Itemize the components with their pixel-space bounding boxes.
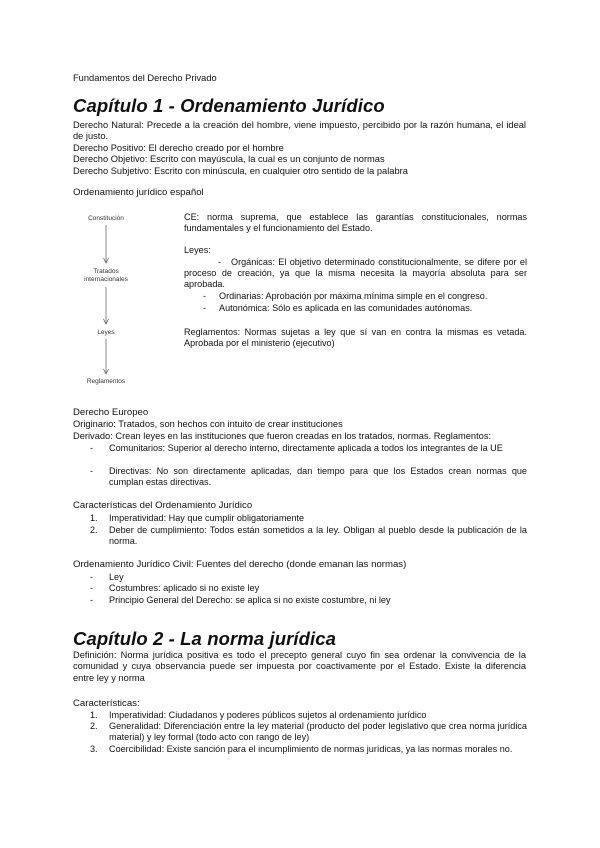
dash-marker: - xyxy=(90,583,94,593)
caracteristica-norma-1: Imperatividad: Ciudadanos y poderes públicos sujetos al ordenamiento jurídico xyxy=(109,710,427,720)
def-subjetivo: Derecho Subjetivo: Escrito con minúscula, en cualquier otro sentido de la palabra xyxy=(73,166,408,176)
number-marker: 3. xyxy=(90,744,98,754)
dash-marker: - xyxy=(203,291,207,301)
diagram-tratados: Tratados internacionales xyxy=(84,268,128,283)
def-objetivo: Derecho Objetivo: Escrito con mayúscula, la cual es un conjunto de normas xyxy=(73,154,385,164)
europeo-originario: Originario: Tratados, son hechos con intuito de crear instituciones xyxy=(73,419,343,429)
europeo-derivado: Derivado: Crean leyes en las instituciones que fueron creadas en los tratados, normas. Reglamentos: xyxy=(73,431,492,441)
caracteristica-norma-3: Coercibilidad: Existe sanción para el incumplimiento de normas jurídicas, ya las normas morales no. xyxy=(109,744,513,754)
document-header: Fundamentos del Derecho Privado xyxy=(73,73,217,83)
number-marker: 1. xyxy=(90,710,98,720)
leyes-label: Leyes: xyxy=(184,245,211,255)
dash-marker: - xyxy=(90,443,94,453)
section-caracteristicas-norma: Características: xyxy=(73,698,140,709)
caracteristica-norma-2: Generalidad: Diferenciación entre la ley material (producto del poder legislativo que crea norma jurídica material) y ley formal (todo acto con rango de ley) xyxy=(109,721,527,743)
leyes-ordinarias: Ordinarias: Aprobación por máxima mínima simple en el congreso. xyxy=(219,291,488,301)
number-marker: 1. xyxy=(90,513,98,523)
chapter-1-title: Capítulo 1 - Ordenamiento Jurídico xyxy=(73,95,385,116)
leyes-organicas-text: Orgánicas: El objetivo determinado constitucionalmente, se difere por el proceso de creación, ya que la misma necesita la mayoría absoluta para ser aprobada. xyxy=(184,257,527,290)
dash-marker: - xyxy=(90,572,94,582)
def-positivo: Derecho Positivo: El derecho creado por el hombre xyxy=(73,143,284,153)
fuente-2: Costumbres: aplicado si no existe ley xyxy=(109,583,260,593)
chapter-2-title: Capítulo 2 - La norma jurídica xyxy=(73,628,337,649)
reglamentos-text: Reglamentos: Normas sujetas a ley que sí van en contra la mismas es vetada. Aprobada por el ministerio (ejecutivo) xyxy=(184,327,527,349)
europeo-comunitarios: Comunitarios: Superior al derecho interno, directamente aplicada a todos los integrantes de la UE xyxy=(109,443,503,453)
def-natural: Derecho Natural: Precede a la creación del hombre, viene impuesto, percibido por la razón humana, el ideal de justo. xyxy=(73,120,526,142)
diagram-leyes: Leyes xyxy=(97,329,115,336)
dash-marker: - xyxy=(203,303,207,313)
dash-marker: - xyxy=(90,595,94,605)
diagram-reglamentos: Reglamentos xyxy=(86,378,126,385)
number-marker: 2. xyxy=(90,525,98,535)
leyes-organicas xyxy=(184,257,527,291)
cap2-definicion: Definición: Norma jurídica positiva es todo el precepto general cuyo fin sea ordenar la convivencia de la comunidad y cuya observancia puede ser impuesta por coactivamente por el Estado. Existe la diferencia entre ley y norma xyxy=(73,650,526,683)
section-ordenamiento-espanol: Ordenamiento jurídico español xyxy=(73,187,204,198)
dash-marker: - xyxy=(218,257,222,267)
caracteristica-oj-2: Deber de cumplimiento: Todos están sometidos a la ley. Obligan al pueblo desde la publicación de la norma. xyxy=(109,525,527,547)
section-derecho-europeo: Derecho Europeo xyxy=(73,407,149,418)
ce-text: CE: norma suprema, que establece las garantías constitucionales, normas fundamentales y el funcionamiento del Estado. xyxy=(184,212,527,234)
dash-marker: - xyxy=(90,466,94,476)
leyes-autonomica: Autonómica: Sólo es aplicada en las comunidades autónomas. xyxy=(219,303,473,313)
fuente-3: Principio General del Derecho: se aplica si no existe costumbre, ni ley xyxy=(109,595,391,605)
section-oj-civil: Ordenamiento Jurídico Civil: Fuentes del derecho (donde emanan las normas) xyxy=(73,559,407,570)
number-marker: 2. xyxy=(90,721,98,731)
section-caracteristicas-oj: Características del Ordenamiento Jurídico xyxy=(73,500,253,511)
europeo-directivas: Directivas: No son directamente aplicadas, dan tiempo para que los Estados crean normas que cumplan estas directivas. xyxy=(109,466,527,488)
caracteristica-oj-1: Imperatividad: Hay que cumplir obligatoriamente xyxy=(109,513,305,523)
fuente-1: Ley xyxy=(109,572,124,582)
diagram-constitucion: Constitución xyxy=(88,215,124,222)
